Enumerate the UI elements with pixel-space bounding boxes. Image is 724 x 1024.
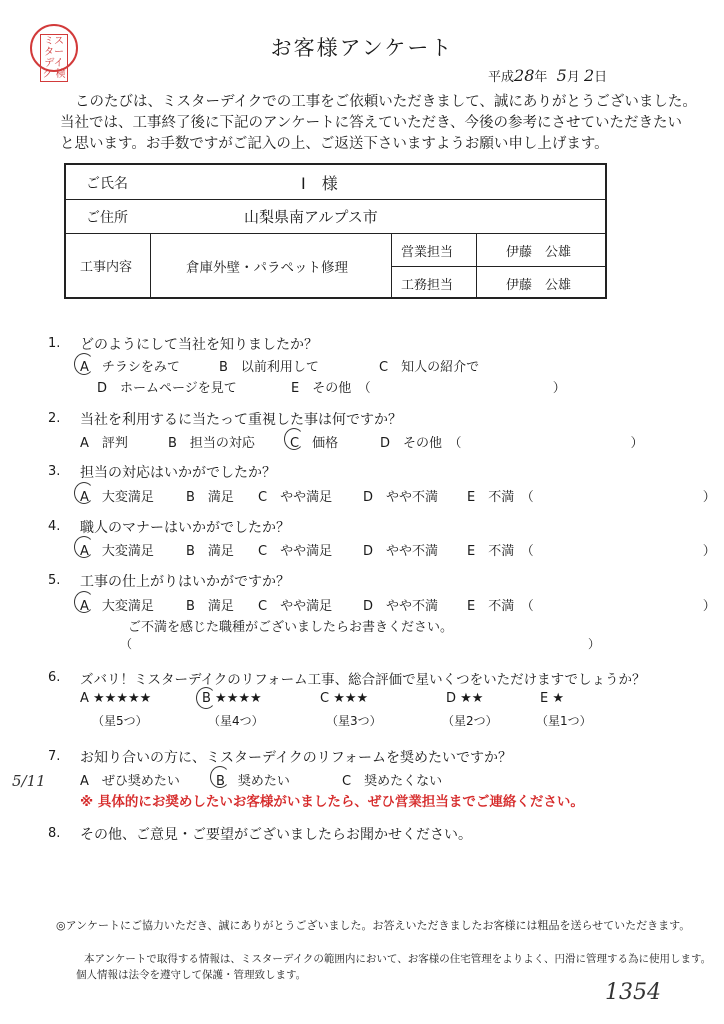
work-value[interactable]: 倉庫外壁・パラペット修理 bbox=[186, 260, 348, 276]
name-value[interactable]: I 様 bbox=[301, 174, 338, 193]
question-text: 工事の仕上がりはいかがですか？ bbox=[80, 574, 290, 590]
question-text: 職人のマナーはいかがでしたか？ bbox=[80, 520, 290, 536]
construction-value[interactable]: 伊藤 公雄 bbox=[506, 278, 572, 293]
question-number: 7. bbox=[48, 749, 61, 764]
q5-option-e[interactable]: E 不満 （ ） bbox=[467, 599, 716, 614]
q2-option-d[interactable]: D その他 （ ） bbox=[380, 436, 644, 451]
question-text: 当社を利用するに当たって重視した事は何ですか？ bbox=[80, 412, 402, 428]
footer-privacy-line-2: 個人情報は法令を遵守して保護・管理致します。 bbox=[76, 969, 307, 981]
q7-option-a[interactable]: A ぜひ奨めたい bbox=[80, 774, 180, 789]
q6-option-a[interactable]: A ★★★★★ bbox=[80, 691, 152, 706]
selected-answer-circle bbox=[74, 353, 94, 375]
q1-option-d[interactable]: D ホームページを見て bbox=[97, 381, 237, 396]
q6-option-b[interactable]: B ★★★★ bbox=[202, 691, 262, 706]
question-text: ズバリ！ミスターデイクのリフォーム工事、総合評価で星いくつをいただけますでしょうか？ bbox=[80, 672, 646, 688]
handwritten-margin-note: 5/11 bbox=[12, 772, 46, 790]
selected-answer-circle bbox=[210, 766, 230, 788]
q4-option-d[interactable]: D やや不満 bbox=[363, 544, 439, 559]
question-number: 3. bbox=[48, 464, 61, 479]
q3-option-a[interactable]: A 大変満足 bbox=[80, 490, 154, 505]
address-value[interactable]: 山梨県南アルプス市 bbox=[244, 208, 378, 226]
question-number: 8. bbox=[48, 826, 61, 841]
selected-answer-circle bbox=[74, 536, 94, 558]
question-text: 担当の対応はいかがでしたか？ bbox=[80, 465, 276, 481]
q3-option-e[interactable]: E 不満 （ ） bbox=[467, 490, 716, 505]
selected-answer-circle bbox=[284, 428, 304, 450]
q3-option-c[interactable]: C やや満足 bbox=[258, 490, 333, 505]
footer-thanks: ◎アンケートにご協力いただき、誠にありがとうございました。お答えいただきましたお客様には粗品を送らせていただきます。 bbox=[56, 919, 691, 932]
handwritten-number: 1354 bbox=[605, 980, 661, 1005]
intro-line: と思います。お手数ですがご記入の上、ご返送下さいますようお願い申し上げます。 bbox=[60, 136, 609, 152]
selected-answer-circle bbox=[196, 687, 216, 709]
q6-caption: （星2つ） bbox=[442, 714, 498, 728]
q1-option-e[interactable]: E その他 （ ） bbox=[291, 381, 566, 396]
question-number: 6. bbox=[48, 670, 61, 685]
q6-option-d[interactable]: D ★★ bbox=[446, 691, 484, 706]
question-number: 2. bbox=[48, 411, 61, 426]
q6-option-c[interactable]: C ★★★ bbox=[320, 691, 369, 706]
question-number: 1. bbox=[48, 336, 61, 351]
q6-option-e[interactable]: E ★ bbox=[540, 691, 565, 706]
question-number: 5. bbox=[48, 573, 61, 588]
q5-option-b[interactable]: B 満足 bbox=[186, 599, 234, 614]
selected-answer-circle bbox=[74, 591, 94, 613]
selected-answer-circle bbox=[74, 482, 94, 504]
stamp-text: ミスター デイク 検 bbox=[40, 34, 68, 82]
q5-option-c[interactable]: C やや満足 bbox=[258, 599, 333, 614]
q3-option-b[interactable]: B 満足 bbox=[186, 490, 234, 505]
q5-free-text-blank[interactable]: （ ） bbox=[120, 637, 601, 651]
q4-option-b[interactable]: B 満足 bbox=[186, 544, 234, 559]
q6-caption: （星3つ） bbox=[326, 714, 382, 728]
q1-option-c[interactable]: C 知人の紹介で bbox=[379, 360, 480, 375]
q5-option-a[interactable]: A 大変満足 bbox=[80, 599, 154, 614]
q1-option-a[interactable]: A チラシをみて bbox=[80, 360, 180, 375]
q4-option-a[interactable]: A 大変満足 bbox=[80, 544, 154, 559]
q6-caption: （星5つ） bbox=[92, 714, 148, 728]
sales-value[interactable]: 伊藤 公雄 bbox=[506, 245, 572, 260]
q7-option-b[interactable]: B 奨めたい bbox=[216, 774, 290, 789]
question-text: どのようにして当社を知りましたか？ bbox=[80, 337, 318, 353]
q6-caption: （星4つ） bbox=[208, 714, 264, 728]
q2-option-b[interactable]: B 担当の対応 bbox=[168, 436, 255, 451]
question-number: 4. bbox=[48, 519, 61, 534]
q4-option-e[interactable]: E 不満 （ ） bbox=[467, 544, 716, 559]
question-text: その他、ご意見・ご要望がございましたらお聞かせください。 bbox=[80, 827, 472, 843]
intro-text bbox=[60, 92, 697, 155]
q5-sub-question: ご不満を感じた職種がございましたらお書きください。 bbox=[128, 620, 454, 635]
page-title: お客様アンケート bbox=[270, 36, 454, 60]
intro-line: 当社では、工事終了後に下記のアンケートに答えていただき、今後の参考にさせていただきたい bbox=[60, 115, 683, 131]
q1-option-b[interactable]: B 以前利用して bbox=[219, 360, 319, 375]
name-label: ご氏名 bbox=[86, 176, 128, 192]
customer-info-table bbox=[64, 163, 607, 299]
q3-option-d[interactable]: D やや不満 bbox=[363, 490, 439, 505]
q5-option-d[interactable]: D やや不満 bbox=[363, 599, 439, 614]
survey-date: 平成28年 5月 2日 bbox=[488, 66, 608, 85]
intro-line: このたびは、ミスターデイクでの工事をご依頼いただきまして、誠にありがとうございました。 bbox=[75, 94, 697, 110]
construction-label: 工務担当 bbox=[401, 278, 454, 293]
q2-option-a[interactable]: A 評判 bbox=[80, 436, 128, 451]
footer-privacy-line-1: 本アンケートで取得する情報は、ミスターデイクの範囲内において、お客様の住宅管理をよりよく、円滑に管理する為に使用します。 bbox=[84, 953, 712, 965]
address-label: ご住所 bbox=[86, 210, 128, 226]
q6-caption: （星1つ） bbox=[536, 714, 592, 728]
sales-label: 営業担当 bbox=[401, 245, 454, 260]
question-text: お知り合いの方に、ミスターデイクのリフォームを奨めたいですか？ bbox=[80, 750, 513, 766]
q2-option-c[interactable]: C 価格 bbox=[290, 436, 339, 451]
q7-referral-note: ※ 具体的にお奨めしたいお客様がいましたら、ぜひ営業担当までご連絡ください。 bbox=[80, 794, 584, 810]
work-label: 工事内容 bbox=[80, 260, 133, 275]
q7-option-c[interactable]: C 奨めたくない bbox=[342, 774, 443, 789]
q4-option-c[interactable]: C やや満足 bbox=[258, 544, 333, 559]
